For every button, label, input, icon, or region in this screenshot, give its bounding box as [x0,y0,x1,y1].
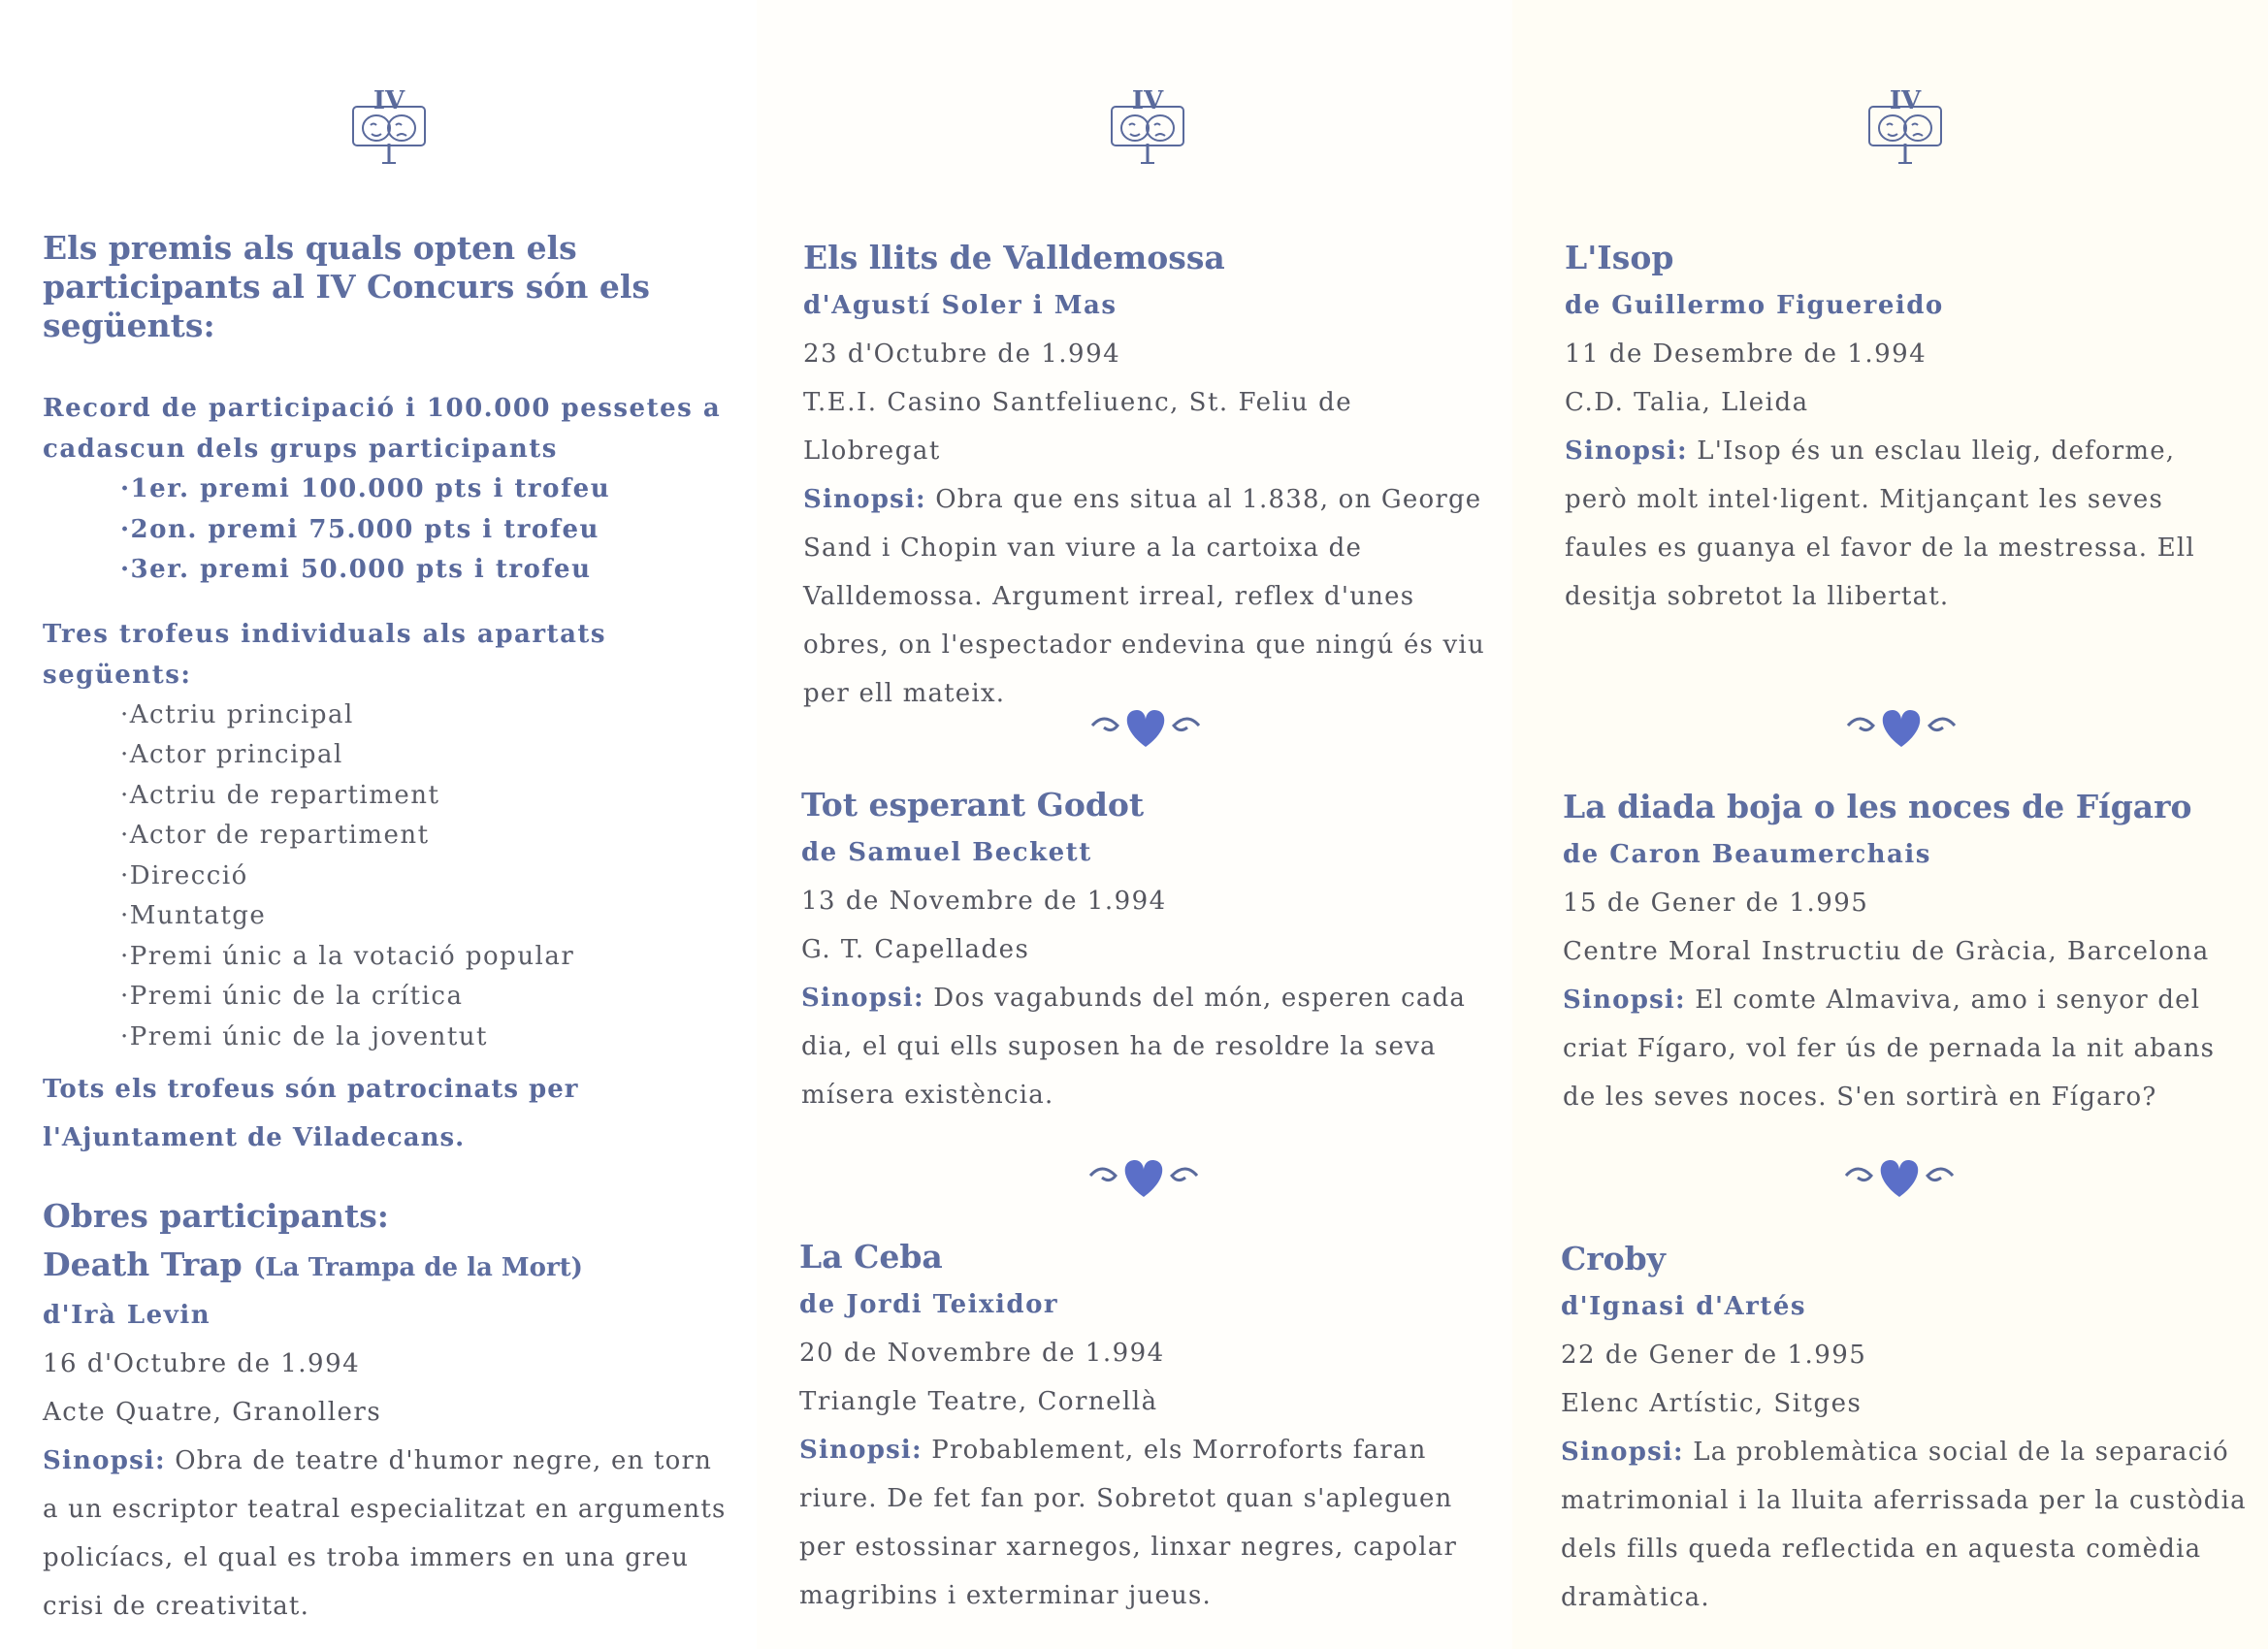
synopsis-text: La problemàtica social de la separació matrimonial i la lluita aferrissada per la custòdia dels fills queda reflectida en aquesta comèdia dramàtica. [1561,1438,2247,1612]
play-synopsis [43,1437,728,1631]
panel-prizes [0,0,757,1649]
play-date: 23 d'Octubre de 1.994 [803,340,1121,369]
heart-ornament-icon [1083,696,1209,755]
play-venue: G. T. Capellades [801,935,1030,964]
play-date: 13 de Novembre de 1.994 [801,887,1167,916]
play-date: 22 de Gener de 1.995 [1561,1341,1867,1370]
svg-text:IV: IV [373,89,405,115]
play-synopsis [1565,427,2247,621]
play-author: de Jordi Teixidor [799,1290,1059,1319]
individual-trophies-title: Tres trofeus individuals als apartats següents: [43,619,607,690]
synopsis-text: L'Isop és un esclau lleig, deforme, però molt intel·ligent. Mitjançant les seves faules es guanya el favor de la mestressa. Ell desitja sobretot la llibertat. [1565,436,2195,611]
play-figaro [1563,784,2247,1121]
prizes-intro: Els premis als quals opten els participants al IV Concurs són els següents: [43,229,650,344]
play-venue: Elenc Artístic, Sitges [1561,1389,1863,1418]
play-death-trap [43,1242,728,1631]
synopsis-label: Sinopsi: [1565,436,1688,466]
play-author: de Caron Beaumerchais [1563,840,1931,869]
synopsis-label: Sinopsi: [1561,1438,1684,1467]
group-prize-text: Record de participació i 100.000 pessetes a cadascun dels grups participants [43,394,722,464]
svg-text:IV: IV [1131,89,1164,115]
play-godot [801,782,1487,1119]
prize-first: ·1er. premi 100.000 pts i trofeu [120,474,611,503]
play-date: 11 de Desembre de 1.994 [1565,340,1928,369]
trophy-item: ·Muntatge [120,901,267,930]
play-synopsis [801,974,1487,1119]
play-author: de Guillermo Figuereido [1565,291,1944,320]
play-title: Croby [1561,1240,1666,1277]
svg-text:IV: IV [1889,89,1922,115]
play-synopsis [803,475,1487,718]
play-synopsis [1561,1428,2247,1622]
synopsis-label: Sinopsi: [801,984,924,1013]
panel-plays-middle [757,0,1512,1649]
synopsis-text: Dos vagabunds del món, esperen cada dia, el qui ells suposen ha de resoldre la seva mísera existència. [801,984,1467,1110]
play-author: de Samuel Beckett [801,838,1092,867]
play-author: d'Agustí Soler i Mas [803,291,1118,320]
prizes-content [43,229,728,1631]
play-croby [1561,1236,2247,1622]
theatre-masks-iv-logo [1862,89,1949,167]
play-title: La diada boja o les noces de Fígaro [1563,788,2192,825]
play-title: Death Trap [43,1245,243,1283]
play-synopsis [1563,976,2247,1121]
synopsis-text: El comte Almaviva, amo i senyor del criat Fígaro, vol fer ús de pernada la nit abans de les seves noces. S'en sortirà en Fígaro? [1563,986,2216,1112]
play-author: d'Ignasi d'Artés [1561,1292,1806,1321]
trophy-item: ·Actor de repartiment [120,821,430,850]
play-valldemossa [803,235,1487,718]
play-subtitle: (La Trampa de la Mort) [253,1253,583,1282]
play-title: La Ceba [799,1238,943,1276]
trophy-item: ·Actriu principal [120,699,354,729]
play-author: d'Irà Levin [43,1301,211,1330]
heart-ornament-icon [1838,696,1964,755]
synopsis-text: Obra que ens situa al 1.838, on George Sand i Chopin van viure a la cartoixa de Valldemossa. Argument irreal, reflex d'unes obres, on l'espectador endevina que ningú és viu per ell mateix. [803,485,1485,708]
works-title: Obres participants: [43,1197,389,1235]
play-title: Tot esperant Godot [801,786,1145,824]
play-date: 16 d'Octubre de 1.994 [43,1349,361,1378]
play-date: 15 de Gener de 1.995 [1563,889,1869,918]
play-venue: C.D. Talia, Lleida [1565,388,1809,417]
theatre-masks-iv-logo [345,89,433,167]
trophy-item: ·Direcció [120,860,248,890]
play-title: L'Isop [1565,239,1674,276]
play-synopsis [799,1426,1487,1620]
synopsis-label: Sinopsi: [803,485,926,514]
trophy-item: ·Premi únic de la crítica [120,982,464,1011]
play-lisop [1565,235,2247,621]
play-title: Els llits de Valldemossa [803,239,1225,276]
play-venue: Acte Quatre, Granollers [43,1398,382,1427]
synopsis-text: Probablement, els Morroforts faran riure. De fet fan por. Sobretot quan s'apleguen per estossinar xarnegos, linxar negres, capolar magribins i exterminar jueus. [799,1436,1458,1610]
heart-ornament-icon [1081,1147,1207,1205]
trophy-item: ·Premi únic de la joventut [120,1021,488,1051]
play-venue: Centre Moral Instructiu de Gràcia, Barcelona [1563,937,2210,966]
play-venue: T.E.I. Casino Santfeliuenc, St. Feliu de Llobregat [803,388,1353,466]
play-venue: Triangle Teatre, Cornellà [799,1387,1158,1416]
prize-second: ·2on. premi 75.000 pts i trofeu [120,514,599,544]
play-date: 20 de Novembre de 1.994 [799,1339,1165,1368]
synopsis-label: Sinopsi: [43,1446,166,1475]
trophy-item: ·Actriu de repartiment [120,780,440,810]
synopsis-label: Sinopsi: [1563,986,1686,1015]
synopsis-label: Sinopsi: [799,1436,923,1465]
sponsor-text: Tots els trofeus són patrocinats per l'Ajuntament de Viladecans. [43,1075,579,1152]
panel-plays-right [1512,0,2268,1649]
synopsis-text: Obra de teatre d'humor negre, en torn a un escriptor teatral especialitzat en arguments policíacs, el qual es troba immers en una greu crisi de creativitat. [43,1446,727,1621]
prize-third: ·3er. premi 50.000 pts i trofeu [120,555,592,584]
trophy-item: ·Actor principal [120,740,343,769]
theatre-masks-iv-logo [1104,89,1191,167]
trophy-item: ·Premi únic a la votació popular [120,941,575,971]
play-la-ceba [799,1234,1487,1620]
heart-ornament-icon [1836,1147,1962,1205]
